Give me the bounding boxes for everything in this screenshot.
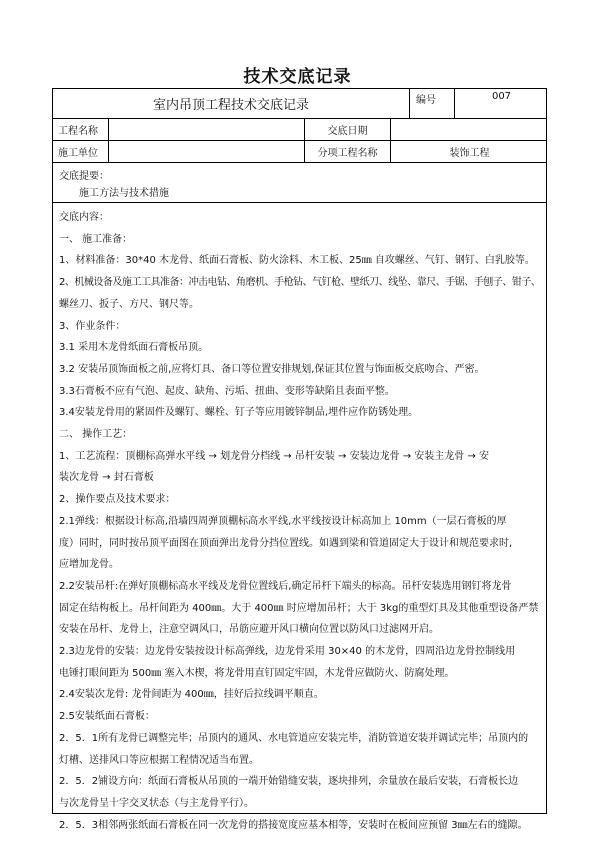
content-line: 1、工艺流程：顶棚标高弹水平线 → 划龙骨分档线 → 吊杆安装 → 安装边龙骨 → 安装主龙骨 → 安 bbox=[59, 450, 490, 462]
number-value: 007 bbox=[454, 89, 548, 118]
content-line: 应增加龙骨。 bbox=[59, 559, 119, 571]
date-value bbox=[390, 119, 548, 140]
unit-label: 施工单位 bbox=[58, 148, 98, 159]
content-line: 1、材料准备：30*40 木龙骨、纸面石膏板、防火涂料、木工板、25㎜ 自攻螺丝、气钉、钢钉、白乳胶等。 bbox=[59, 255, 535, 267]
content-line: 2．5．1所有龙骨已调整完毕；吊顶内的通风、水电管道应安装完毕，消防管道安装并调试完毕；吊顶内的 bbox=[59, 732, 529, 744]
content-line: 灯槽、送排风口等应根据工程情况适当布置。 bbox=[59, 754, 259, 766]
content-line: 2.5安装纸面石膏板： bbox=[59, 711, 155, 723]
content-line: 一、 施工准备： bbox=[59, 233, 133, 245]
project-name-value bbox=[108, 119, 304, 140]
number-label: 编号 bbox=[409, 89, 454, 118]
subproject-label: 分项工程名称 bbox=[304, 141, 390, 162]
project-row bbox=[53, 119, 546, 141]
content-body bbox=[53, 203, 546, 831]
content-line: 2、机械设备及施工工具准备：冲击电钻、角磨机、手枪钻、气钉枪、壁纸刀、线坠、靠尺、手锯、手刨子、钳子、 bbox=[59, 277, 541, 289]
content-line: 2.1弹线：根据设计标高,沿墙四周弹顶棚标高水平线,水平线按设计标高加上 10mm（一层石膏板的厚 bbox=[59, 515, 507, 527]
content-line: 2.4安装次龙骨: 龙骨间距为 400㎜，挂好后拉线调平顺直。 bbox=[59, 689, 324, 701]
content-line: 二、 操作工艺： bbox=[59, 429, 133, 441]
content-line: 3.3石膏板不应有气泡、起皮、缺角、污垢、扭曲、变形等缺陷且表面平整。 bbox=[59, 385, 395, 397]
content-line: 3.2 安装吊顶饰面板之前,应将灯具、备口等位置安排规划,保证其位置与饰面板交底吻合、严密。 bbox=[59, 363, 485, 375]
content-section bbox=[53, 203, 546, 831]
unit-row bbox=[53, 141, 546, 163]
content-line: 2．5．3相邻两张纸面石膏板在同一次龙骨的搭接宽度应基本相等，安装时在板间应预留 3㎜左右的缝隙。 bbox=[59, 819, 528, 831]
summary-label: 交底提要： bbox=[59, 171, 109, 182]
content-line: 3.4安装龙骨用的紧固件及螺钉、螺栓、钉子等应用镀锌制品,埋件应作防锈处理。 bbox=[59, 407, 419, 419]
content-line: 安装在吊杆、龙骨上，注意空调风口，吊筋应避开风口横向位置以防风口过滤网开启。 bbox=[59, 624, 439, 636]
content-line: 2．5．2铺设方向：纸面石膏板从吊顶的一端开始错缝安装，逐块排列，余量放在最后安装，石膏板长边 bbox=[59, 776, 519, 788]
subproject-value: 装饰工程 bbox=[390, 141, 548, 162]
content-heading: 交底内容： bbox=[59, 212, 109, 223]
project-name-label: 工程名称 bbox=[58, 126, 98, 137]
content-line: 固定在结构板上。吊杆间距为 400㎜。大于 400㎜ 时应增加吊杆；大于 3kg的重型灯具及其他重型设备严禁 bbox=[59, 602, 539, 614]
content-line: 3、作业条件： bbox=[59, 320, 126, 332]
unit-value bbox=[108, 141, 304, 162]
header-row bbox=[53, 89, 546, 119]
content-line: 与次龙骨呈十字交叉状态（与主龙骨平行）。 bbox=[59, 797, 254, 809]
record-title: 室内吊顶工程技术交底记录 bbox=[152, 98, 309, 113]
content-line: 2、操作要点及技术要求： bbox=[59, 494, 176, 506]
content-line: 3.1 采用木龙骨纸面石膏板吊顶。 bbox=[59, 342, 209, 354]
content-line: 装次龙骨 → 封石膏板 bbox=[59, 472, 154, 484]
summary-row bbox=[53, 163, 546, 203]
document-title: 技术交底记录 bbox=[243, 67, 352, 87]
summary-text: 施工方法与技术措施 bbox=[79, 188, 169, 199]
content-line: 2.3边龙骨的安装：边龙骨安装按设计标高弹线，边龙骨采用 30×40 的木龙骨，四周沿边龙骨控制线用 bbox=[59, 646, 516, 658]
content-line: 度）同时，同时按吊顶平面图在顶面弹出龙骨分挡位置线。如遇到梁和管道固定大于设计和规范要求时, bbox=[59, 537, 513, 549]
content-line: 2.2安装吊杆:在弹好顶棚标高水平线及龙骨位置线后,确定吊杆下端头的标高。吊杆安装选用钢钉将龙骨 bbox=[59, 580, 512, 592]
date-label: 交底日期 bbox=[304, 119, 390, 140]
content-line: 螺丝刀、扳子、方尺、钢尺等。 bbox=[59, 298, 199, 310]
content-line: 电锤打眼间距为 500㎜ 塞入木楔，将龙骨用直钉固定牢固，木龙骨应做防火、防腐处理。 bbox=[59, 667, 455, 679]
disclosure-form bbox=[52, 88, 547, 831]
